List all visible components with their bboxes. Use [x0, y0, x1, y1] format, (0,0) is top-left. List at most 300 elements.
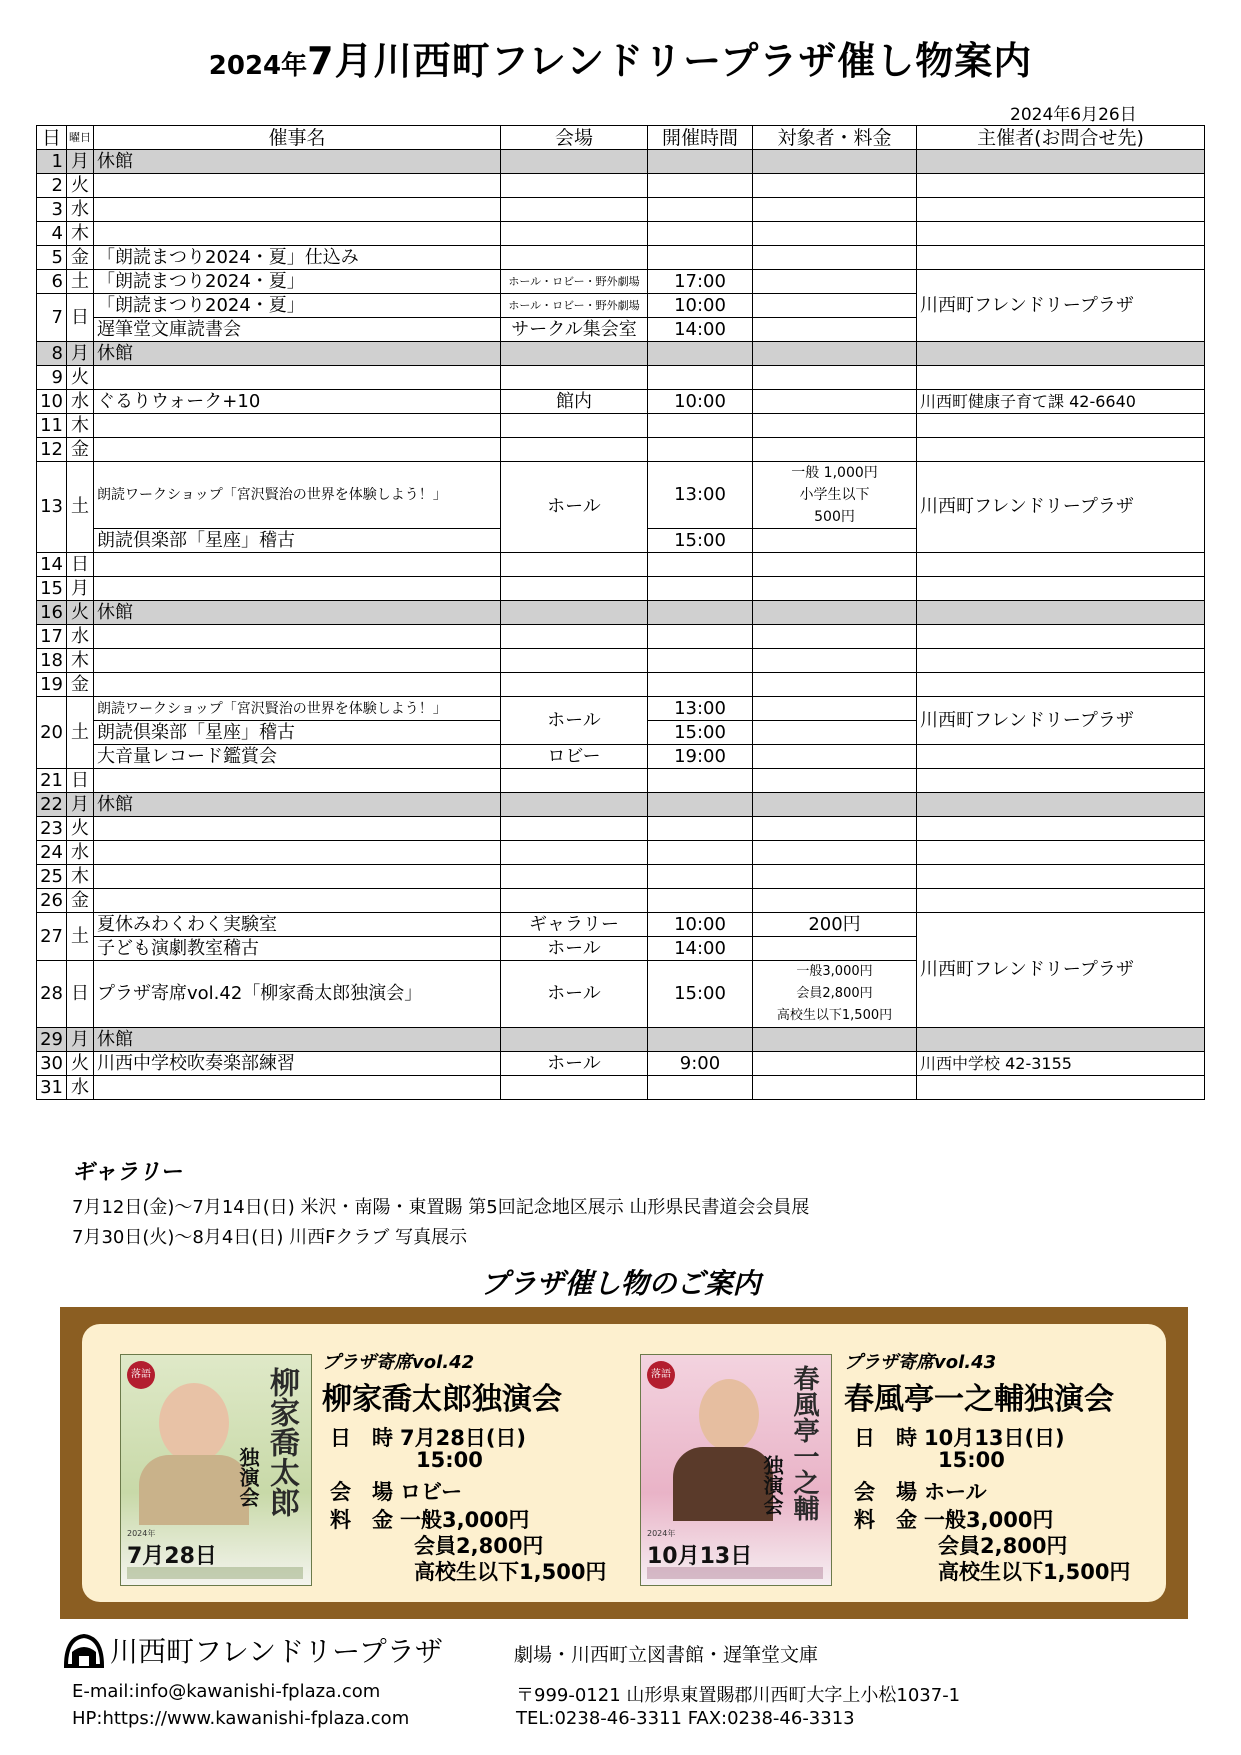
empty-cell: [753, 817, 917, 841]
weekday: 日: [67, 553, 94, 577]
weekday: 火: [67, 817, 94, 841]
weekday: 月: [67, 1028, 94, 1052]
empty-cell: [501, 150, 648, 174]
promo-left-date-label: 日 時: [330, 1426, 393, 1450]
empty-cell: [753, 270, 917, 294]
empty-cell: [917, 865, 1205, 889]
event-name: 朗読ワークショップ「宮沢賢治の世界を体験しよう！」: [94, 462, 501, 529]
empty-cell: [753, 577, 917, 601]
event-name: [94, 222, 501, 246]
event-name: 「朗読まつり2024・夏」仕込み: [94, 246, 501, 270]
event-organizer: 川西町健康子育て課 42-6640: [917, 390, 1205, 414]
poster-year: 2024年: [127, 1529, 156, 1538]
promo-right-sub: プラザ寄席vol.43: [844, 1352, 997, 1373]
empty-cell: [501, 889, 648, 913]
weekday: 水: [67, 841, 94, 865]
event-time: [648, 577, 753, 601]
table-row: [37, 1052, 1205, 1076]
day-number: 3: [37, 198, 67, 222]
event-time: [648, 246, 753, 270]
header-target: 対象者・料金: [753, 126, 917, 150]
empty-cell: [753, 174, 917, 198]
table-row: [37, 390, 1205, 414]
event-target: [753, 961, 917, 1028]
empty-cell: [917, 198, 1205, 222]
poster-vol42: [120, 1354, 312, 1586]
weekday: 土: [67, 913, 94, 961]
empty-cell: [501, 793, 648, 817]
day-number: 30: [37, 1052, 67, 1076]
empty-cell: [753, 865, 917, 889]
event-organizer: 川西町フレンドリープラザ: [917, 697, 1205, 745]
empty-cell: [753, 553, 917, 577]
empty-cell: [501, 414, 648, 438]
table-row: [37, 889, 1205, 913]
weekday: 金: [67, 438, 94, 462]
empty-cell: [917, 889, 1205, 913]
empty-cell: [753, 769, 917, 793]
empty-cell: [501, 625, 648, 649]
event-name: [94, 841, 501, 865]
day-number: 16: [37, 601, 67, 625]
table-row: [37, 841, 1205, 865]
promo-left-time: 15:00: [416, 1448, 483, 1472]
empty-cell: [753, 673, 917, 697]
event-name: [94, 414, 501, 438]
event-venue: サークル集会室: [501, 318, 648, 342]
empty-cell: [501, 601, 648, 625]
event-name: 休館: [94, 150, 501, 174]
table-row: [37, 817, 1205, 841]
empty-cell: [753, 841, 917, 865]
event-time: [648, 414, 753, 438]
event-name: 子ども演劇教室稽古: [94, 937, 501, 961]
table-row: [37, 1076, 1205, 1100]
day-number: 8: [37, 342, 67, 366]
empty-cell: [753, 198, 917, 222]
event-name: [94, 438, 501, 462]
footer-homepage[interactable]: HP:https://www.kawanishi-fplaza.com: [72, 1708, 410, 1729]
weekday: 金: [67, 889, 94, 913]
event-target-line: 小学生以下: [799, 487, 870, 503]
footer-email[interactable]: E-mail:info@kawanishi-fplaza.com: [72, 1681, 381, 1702]
event-time: [648, 438, 753, 462]
table-row: [37, 697, 1205, 721]
day-number: 20: [37, 697, 67, 769]
event-time: 14:00: [648, 318, 753, 342]
poster-date: 10月13日: [647, 1544, 753, 1569]
event-name: 休館: [94, 601, 501, 625]
promo-right-fee-2: 会員2,800円: [938, 1534, 1068, 1558]
event-name: 朗読ワークショップ「宮沢賢治の世界を体験しよう！」: [94, 697, 501, 721]
empty-cell: [917, 793, 1205, 817]
event-name: 「朗読まつり2024・夏」: [94, 294, 501, 318]
empty-cell: [917, 601, 1205, 625]
day-number: 26: [37, 889, 67, 913]
gallery-line-1: 7月12日(金)～7月14日(日) 米沢・南陽・東置賜 第5回記念地区展示 山形県民書道会会員展: [72, 1197, 810, 1218]
event-name: 夏休みわくわく実験室: [94, 913, 501, 937]
footer-address: 〒999-0121 山形県東置賜郡川西町大字上小松1037-1: [516, 1685, 961, 1706]
event-name: 休館: [94, 1028, 501, 1052]
empty-cell: [917, 366, 1205, 390]
event-name: ぐるりウォーク+10: [94, 390, 501, 414]
day-number: 22: [37, 793, 67, 817]
empty-cell: [501, 841, 648, 865]
event-name: 朗読倶楽部「星座」稽古: [94, 529, 501, 553]
empty-cell: [501, 1028, 648, 1052]
empty-cell: [753, 745, 917, 769]
weekday: 火: [67, 1052, 94, 1076]
weekday: 日: [67, 961, 94, 1028]
day-number: 18: [37, 649, 67, 673]
event-time: 10:00: [648, 294, 753, 318]
day-number: 4: [37, 222, 67, 246]
event-time: 15:00: [648, 721, 753, 745]
title-year: 2024年: [208, 51, 308, 81]
rakugo-badge: 落語: [647, 1361, 675, 1389]
weekday: 日: [67, 294, 94, 342]
weekday: 土: [67, 270, 94, 294]
event-time: [648, 649, 753, 673]
event-time: [648, 366, 753, 390]
table-row: [37, 913, 1205, 937]
table-row: [37, 625, 1205, 649]
event-time: [648, 198, 753, 222]
event-venue: 館内: [501, 390, 648, 414]
event-name: 「朗読まつり2024・夏」: [94, 270, 501, 294]
event-name: 大音量レコード鑑賞会: [94, 745, 501, 769]
table-row: [37, 745, 1205, 769]
event-calendar-table: [36, 125, 1205, 1100]
empty-cell: [753, 1052, 917, 1076]
event-venue: ホール: [501, 697, 648, 745]
table-row: [37, 414, 1205, 438]
promo-right-venue-label: 会 場: [854, 1480, 917, 1504]
event-time: [648, 673, 753, 697]
empty-cell: [917, 438, 1205, 462]
empty-cell: [917, 246, 1205, 270]
poster-vol43: [640, 1354, 832, 1586]
day-number: 12: [37, 438, 67, 462]
event-venue: ホール: [501, 1052, 648, 1076]
empty-cell: [753, 366, 917, 390]
weekday: 金: [67, 673, 94, 697]
empty-cell: [648, 342, 753, 366]
event-time: [648, 769, 753, 793]
empty-cell: [501, 1076, 648, 1100]
day-number: 6: [37, 270, 67, 294]
empty-cell: [753, 1076, 917, 1100]
event-time: 15:00: [648, 529, 753, 553]
day-number: 24: [37, 841, 67, 865]
empty-cell: [753, 414, 917, 438]
event-target-line: 会員2,800円: [796, 986, 873, 1001]
table-row: [37, 1028, 1205, 1052]
poster-date: 7月28日: [127, 1544, 217, 1569]
footer-phone-fax: TEL:0238-46-3311 FAX:0238-46-3313: [516, 1708, 855, 1729]
promo-left-venue: ロビー: [400, 1480, 463, 1504]
rakugo-badge: 落語: [127, 1361, 155, 1389]
empty-cell: [917, 1028, 1205, 1052]
empty-cell: [753, 529, 917, 553]
day-number: 31: [37, 1076, 67, 1100]
promo-right-time: 15:00: [938, 1448, 1005, 1472]
weekday: 日: [67, 769, 94, 793]
empty-cell: [501, 342, 648, 366]
event-time: [648, 1076, 753, 1100]
empty-cell: [648, 601, 753, 625]
empty-cell: [917, 150, 1205, 174]
event-time: 10:00: [648, 390, 753, 414]
empty-cell: [753, 150, 917, 174]
day-number: 25: [37, 865, 67, 889]
weekday: 木: [67, 222, 94, 246]
empty-cell: [753, 390, 917, 414]
event-organizer: 川西町フレンドリープラザ: [917, 462, 1205, 553]
event-name: [94, 865, 501, 889]
event-name: 朗読倶楽部「星座」稽古: [94, 721, 501, 745]
event-name: [94, 649, 501, 673]
promo-left-fee-1: 一般3,000円: [400, 1508, 530, 1532]
event-venue: ホール: [501, 462, 648, 553]
day-number: 29: [37, 1028, 67, 1052]
empty-cell: [501, 222, 648, 246]
event-time: 9:00: [648, 1052, 753, 1076]
event-venue: ホール・ロビー・野外劇場: [501, 294, 648, 318]
event-target-line: 高校生以下1,500円: [776, 1008, 893, 1023]
table-row: [37, 793, 1205, 817]
poster-solo-label: 独演会: [236, 1447, 260, 1507]
gallery-line-2: 7月30日(火)～8月4日(日) 川西Fクラブ 写真展示: [72, 1227, 468, 1248]
table-row: [37, 673, 1205, 697]
empty-cell: [753, 697, 917, 721]
event-time: [648, 174, 753, 198]
empty-cell: [917, 649, 1205, 673]
table-row: [37, 366, 1205, 390]
promo-banner-inner: [82, 1324, 1166, 1602]
event-name: [94, 889, 501, 913]
empty-cell: [648, 793, 753, 817]
header-organizer: 主催者(お問合せ先): [917, 126, 1205, 150]
event-time: [648, 553, 753, 577]
day-number: 2: [37, 174, 67, 198]
empty-cell: [753, 793, 917, 817]
event-time: 14:00: [648, 937, 753, 961]
promo-left-fee-label: 料 金: [330, 1508, 393, 1532]
weekday: 土: [67, 697, 94, 769]
empty-cell: [753, 625, 917, 649]
event-name: [94, 198, 501, 222]
promo-left-date: 7月28日(日): [400, 1426, 527, 1450]
empty-cell: [917, 553, 1205, 577]
event-target-line: 一般3,000円: [796, 964, 873, 979]
weekday: 水: [67, 625, 94, 649]
empty-cell: [753, 937, 917, 961]
promo-right-title: 春風亭一之輔独演会: [844, 1382, 1114, 1417]
event-name: プラザ寄席vol.42「柳家喬太郎独演会」: [94, 961, 501, 1028]
poster-fineprint-image: [127, 1567, 303, 1579]
publish-date: 2024年6月26日: [1010, 105, 1137, 125]
event-time: 19:00: [648, 745, 753, 769]
empty-cell: [917, 577, 1205, 601]
empty-cell: [917, 342, 1205, 366]
event-venue: ホール: [501, 937, 648, 961]
empty-cell: [501, 817, 648, 841]
table-header-row: [37, 126, 1205, 150]
day-number: 1: [37, 150, 67, 174]
weekday: 火: [67, 366, 94, 390]
event-target: 200円: [753, 913, 917, 937]
table-row: [37, 769, 1205, 793]
promo-left-venue-label: 会 場: [330, 1480, 393, 1504]
event-time: 17:00: [648, 270, 753, 294]
weekday: 火: [67, 174, 94, 198]
day-number: 11: [37, 414, 67, 438]
promo-right-fee-label: 料 金: [854, 1508, 917, 1532]
event-name: [94, 625, 501, 649]
empty-cell: [917, 673, 1205, 697]
event-name: [94, 673, 501, 697]
weekday: 水: [67, 198, 94, 222]
empty-cell: [501, 198, 648, 222]
day-number: 5: [37, 246, 67, 270]
day-number: 10: [37, 390, 67, 414]
table-row: [37, 649, 1205, 673]
event-time: [648, 865, 753, 889]
footer-plaza-name: 川西町フレンドリープラザ: [110, 1635, 443, 1668]
empty-cell: [753, 601, 917, 625]
empty-cell: [917, 841, 1205, 865]
empty-cell: [753, 649, 917, 673]
table-row: [37, 462, 1205, 529]
promo-left-fee-3: 高校生以下1,500円: [414, 1560, 607, 1584]
event-name: [94, 577, 501, 601]
poster-performer-name: 柳家喬太郎: [264, 1367, 299, 1517]
header-day: 日: [37, 126, 67, 150]
empty-cell: [501, 366, 648, 390]
weekday: 月: [67, 342, 94, 366]
table-row: [37, 222, 1205, 246]
event-name: [94, 769, 501, 793]
weekday: 水: [67, 1076, 94, 1100]
empty-cell: [917, 745, 1205, 769]
header-weekday: 曜日: [67, 126, 94, 150]
empty-cell: [917, 174, 1205, 198]
event-time: 13:00: [648, 462, 753, 529]
performer-face-image: [159, 1383, 229, 1463]
table-row: [37, 438, 1205, 462]
event-name: [94, 366, 501, 390]
weekday: 月: [67, 577, 94, 601]
event-time: 13:00: [648, 697, 753, 721]
event-name: [94, 553, 501, 577]
table-row: [37, 577, 1205, 601]
event-target-line: 一般 1,000円: [791, 465, 878, 481]
event-organizer: 川西中学校 42-3155: [917, 1052, 1205, 1076]
header-venue: 会場: [501, 126, 648, 150]
performer-kimono-image: [139, 1455, 249, 1525]
table-row: [37, 198, 1205, 222]
empty-cell: [648, 150, 753, 174]
page-title: [0, 30, 1241, 85]
event-name: 休館: [94, 342, 501, 366]
empty-cell: [917, 817, 1205, 841]
promo-banner: [60, 1307, 1188, 1619]
day-number: 14: [37, 553, 67, 577]
promo-right-venue: ホール: [924, 1480, 987, 1504]
event-name: [94, 174, 501, 198]
day-number: 23: [37, 817, 67, 841]
performer-face-image: [699, 1379, 759, 1451]
header-time: 開催時間: [648, 126, 753, 150]
weekday: 木: [67, 414, 94, 438]
empty-cell: [501, 246, 648, 270]
empty-cell: [501, 553, 648, 577]
event-name: 川西中学校吹奏楽部練習: [94, 1052, 501, 1076]
event-name: 遅筆堂文庫読書会: [94, 318, 501, 342]
empty-cell: [917, 222, 1205, 246]
event-venue: ホール・ロビー・野外劇場: [501, 270, 648, 294]
empty-cell: [501, 673, 648, 697]
title-main: 7月川西町フレンドリープラザ催し物案内: [307, 39, 1033, 83]
table-row: [37, 601, 1205, 625]
event-target: [753, 462, 917, 529]
event-time: 15:00: [648, 961, 753, 1028]
empty-cell: [753, 318, 917, 342]
empty-cell: [501, 649, 648, 673]
event-organizer: 川西町フレンドリープラザ: [917, 270, 1205, 342]
promo-left-sub: プラザ寄席vol.42: [322, 1352, 475, 1373]
day-number: 9: [37, 366, 67, 390]
footer-facilities: 劇場・川西町立図書館・遅筆堂文庫: [514, 1644, 819, 1666]
gallery-heading: ギャラリー: [72, 1160, 183, 1185]
promo-left-title: 柳家喬太郎独演会: [322, 1382, 562, 1417]
empty-cell: [753, 889, 917, 913]
empty-cell: [753, 1028, 917, 1052]
table-row: [37, 553, 1205, 577]
empty-cell: [501, 438, 648, 462]
empty-cell: [501, 577, 648, 601]
empty-cell: [501, 865, 648, 889]
weekday: 水: [67, 390, 94, 414]
day-number: 27: [37, 913, 67, 961]
promo-right-date-label: 日 時: [854, 1426, 917, 1450]
event-time: [648, 817, 753, 841]
day-number: 21: [37, 769, 67, 793]
table-row: [37, 270, 1205, 294]
poster-solo-label: 独演会: [760, 1455, 784, 1515]
event-name: [94, 817, 501, 841]
promo-right-fee-3: 高校生以下1,500円: [938, 1560, 1131, 1584]
day-number: 17: [37, 625, 67, 649]
promo-right-fee-1: 一般3,000円: [924, 1508, 1054, 1532]
day-number: 19: [37, 673, 67, 697]
empty-cell: [917, 1076, 1205, 1100]
day-number: 28: [37, 961, 67, 1028]
empty-cell: [917, 769, 1205, 793]
weekday: 木: [67, 649, 94, 673]
event-organizer: 川西町フレンドリープラザ: [917, 913, 1205, 1028]
plaza-logo-icon: [62, 1630, 106, 1674]
empty-cell: [753, 342, 917, 366]
event-time: 10:00: [648, 913, 753, 937]
empty-cell: [753, 294, 917, 318]
empty-cell: [917, 414, 1205, 438]
empty-cell: [753, 246, 917, 270]
event-time: [648, 625, 753, 649]
promo-left-fee-2: 会員2,800円: [414, 1534, 544, 1558]
event-venue: ギャラリー: [501, 913, 648, 937]
